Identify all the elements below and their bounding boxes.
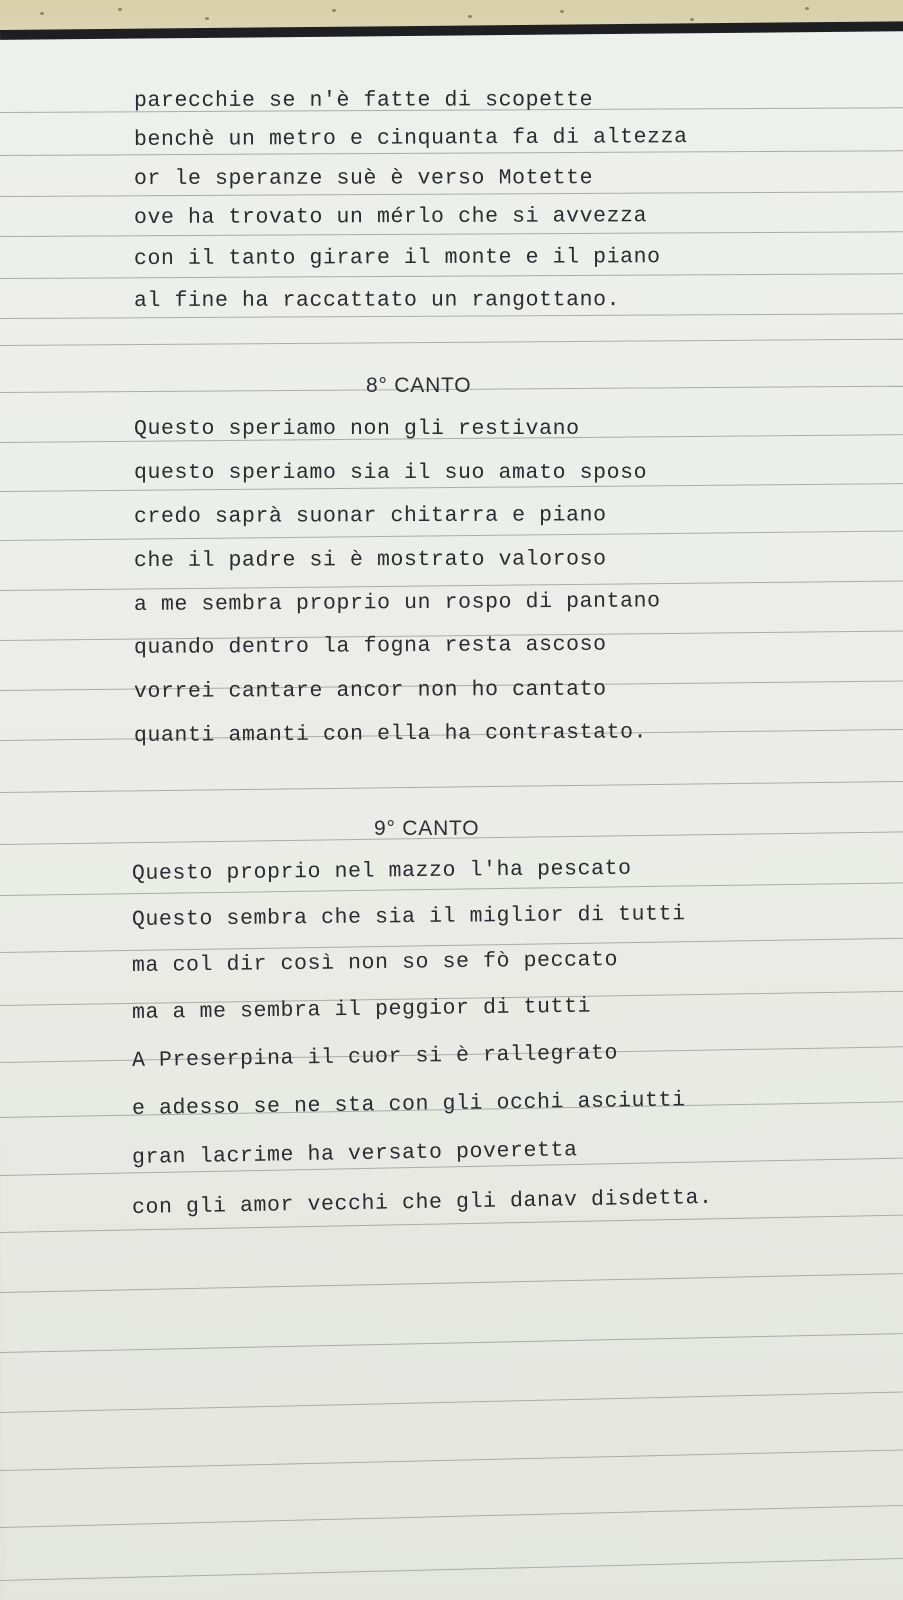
verse-line: ma a me sembra il peggior di tutti xyxy=(131,994,592,1025)
verse-line: che il padre si è mostrato valoroso xyxy=(133,547,607,573)
verse-line: quando dentro la fogna resta ascoso xyxy=(133,632,607,660)
verse-line: con gli amor vecchi che gli danav disdetta. xyxy=(131,1185,713,1220)
verse-line: benchè un metro e cinquanta fa di altezza xyxy=(133,125,688,152)
verse-line: e adesso se ne sta con gli occhi asciutti xyxy=(131,1088,686,1121)
verse-line: or le speranze suè è verso Motette xyxy=(133,166,594,191)
verse-line: Questo proprio nel mazzo l'ha pescato xyxy=(131,856,632,886)
verse-line: gran lacrime ha versato poveretta xyxy=(131,1138,578,1170)
verse-line: a me sembra proprio un rospo di pantano xyxy=(133,589,661,617)
verse-line: questo speriamo sia il suo amato sposo xyxy=(134,461,648,485)
verse-line: Questo sembra che sia il miglior di tutti xyxy=(131,902,686,932)
canto-heading: 9° CANTO xyxy=(374,817,480,840)
verse-line: A Preserpina il cuor si è rallegrato xyxy=(131,1041,619,1073)
canto-heading: 8° CANTO xyxy=(366,374,472,397)
verse-line: ove ha trovato un mérlo che si avvezza xyxy=(133,204,648,230)
verse-line: ma col dir così non so se fò peccato xyxy=(131,948,619,978)
verse-line: al fine ha raccattato un rangottano. xyxy=(133,288,621,313)
verse-line: parecchie se n'è fatte di scopette xyxy=(133,88,594,113)
verse-line: con il tanto girare il monte e il piano xyxy=(133,245,661,271)
verse-line: vorrei cantare ancor non ho cantato xyxy=(133,677,607,704)
verse-line: quanti amanti con ella ha contrastato. xyxy=(133,720,648,748)
verse-line: Questo speriamo non gli restivano xyxy=(134,417,580,441)
verse-line: credo saprà suonar chitarra e piano xyxy=(133,503,607,529)
